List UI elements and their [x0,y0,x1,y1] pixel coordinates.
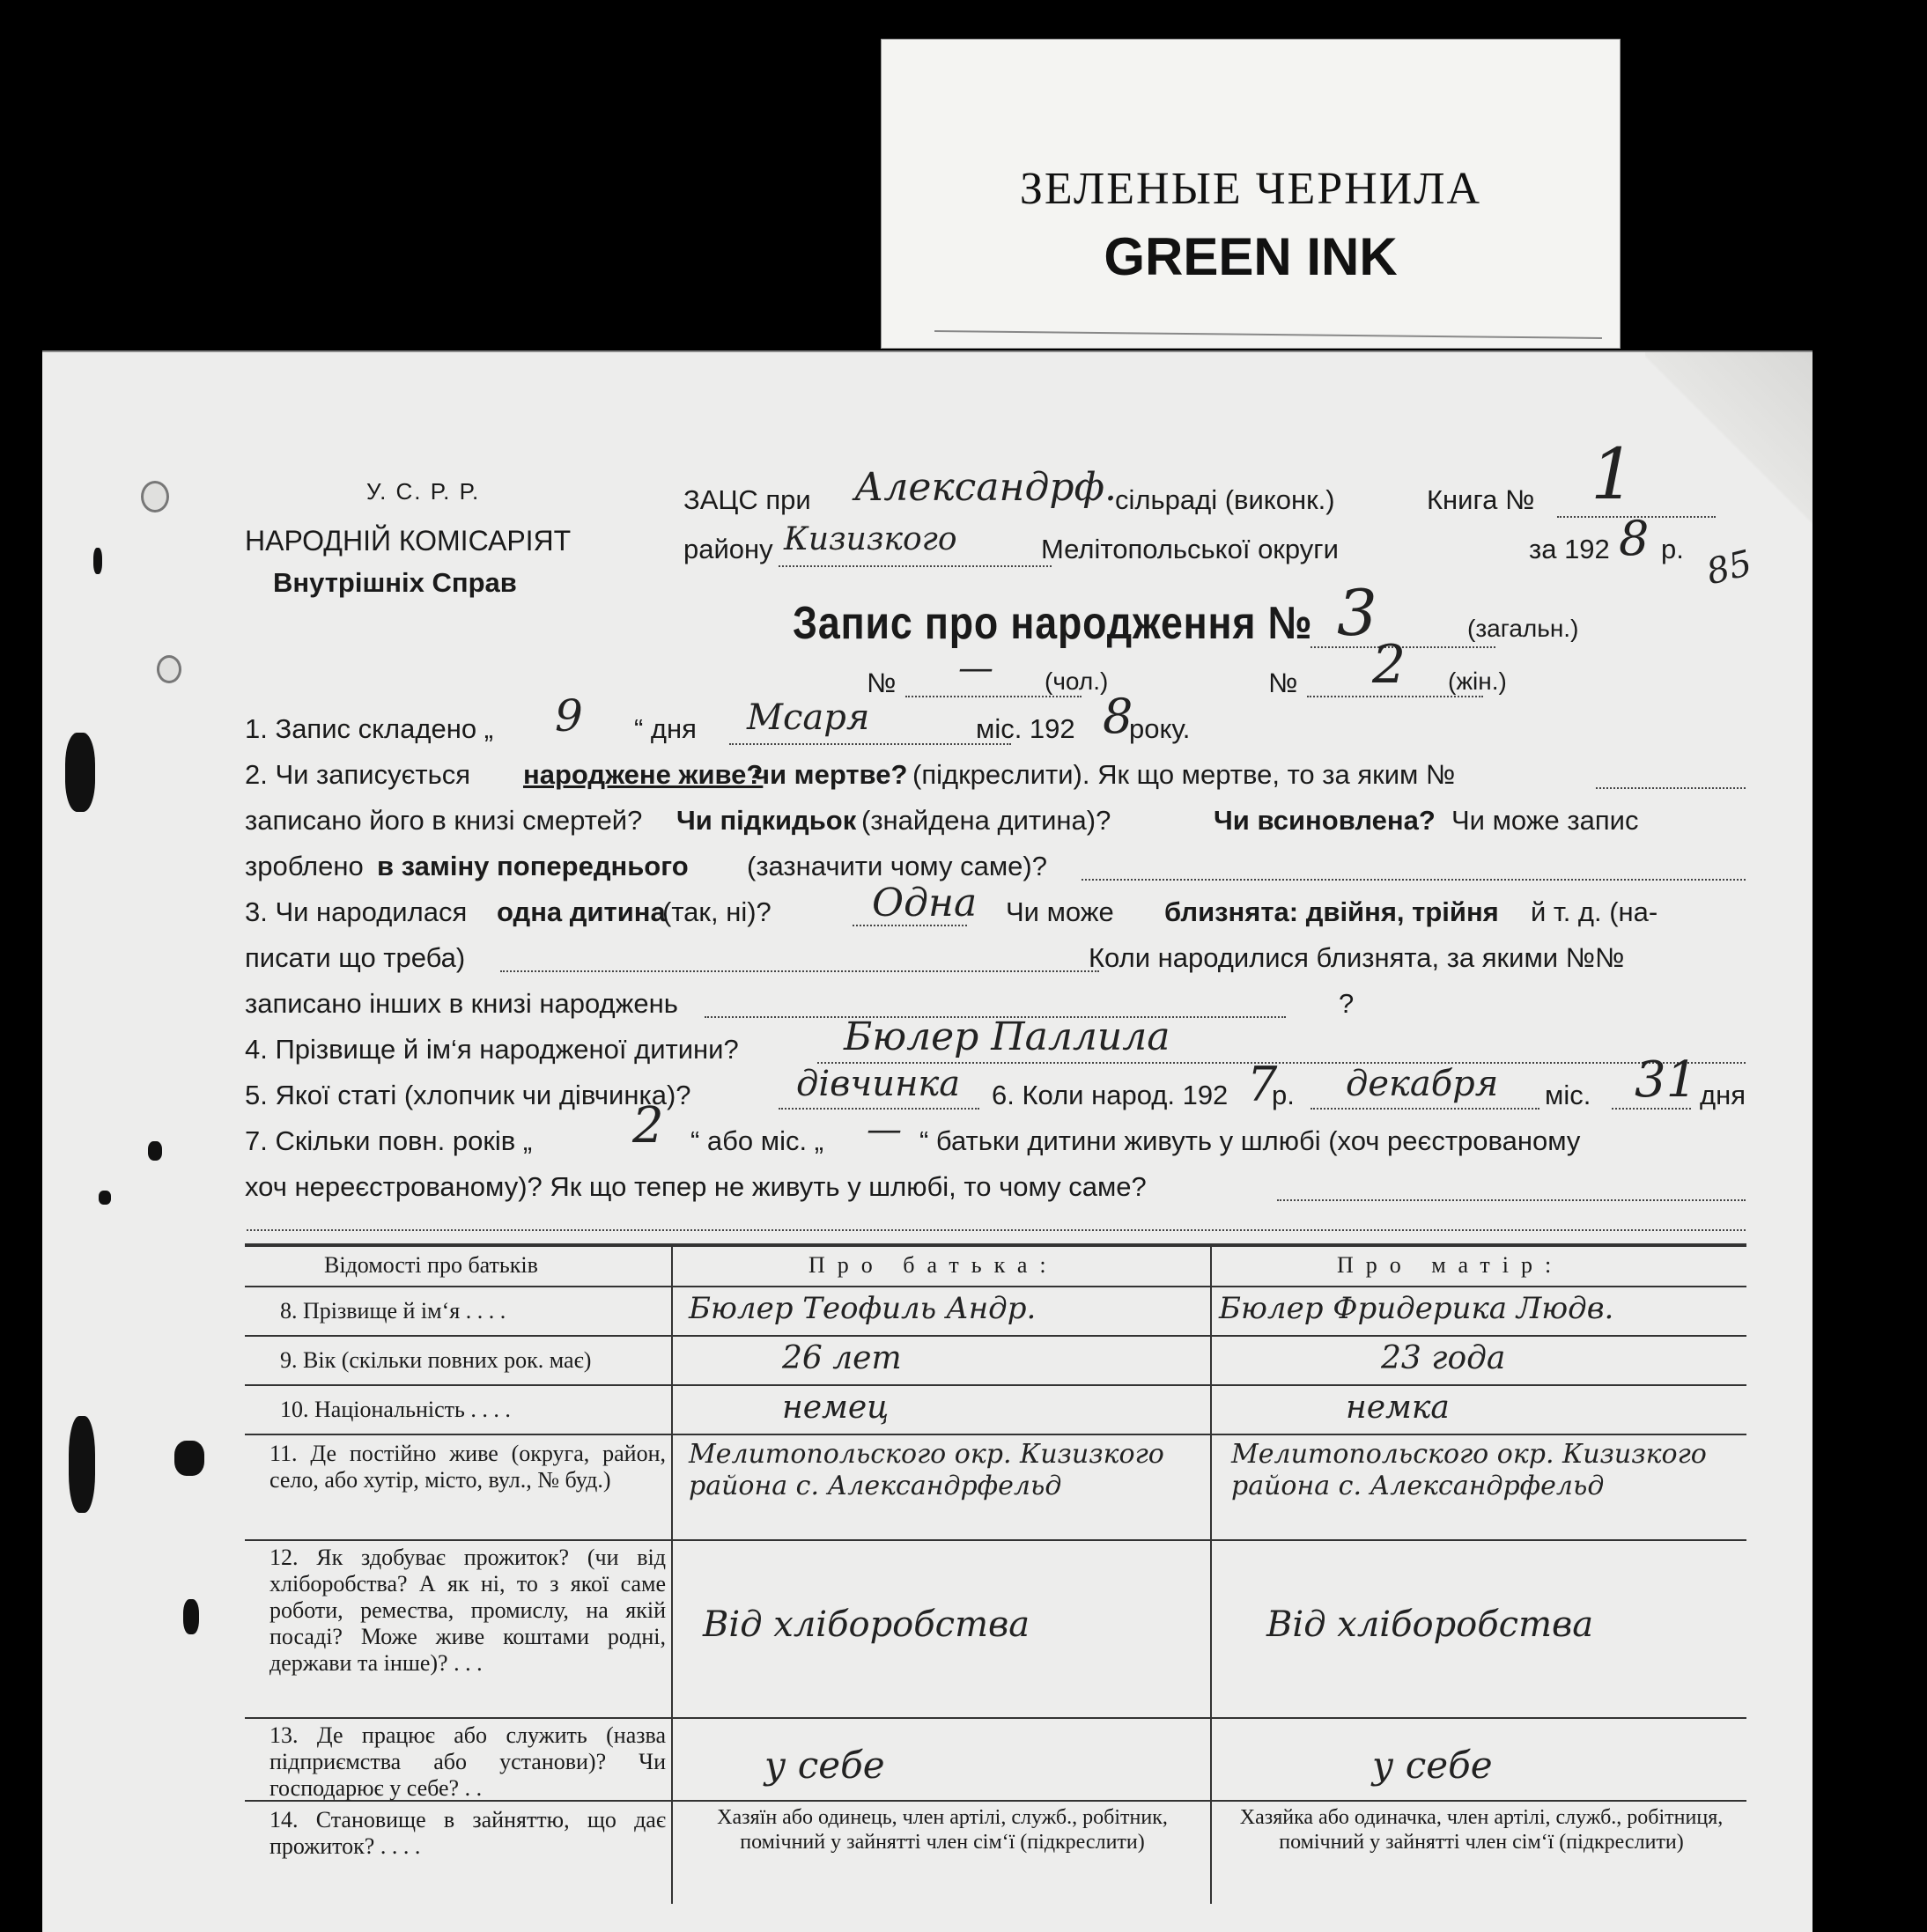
ink-blot [183,1599,199,1634]
record-title: Запис про народження № [793,598,1313,649]
q7-l1c: “ батьки дитини живуть у шлюбі (хоч реєстрованому [919,1125,1581,1156]
q3-l1e: близнята: двійня, трійня [1164,896,1499,927]
male-number-line [905,696,1082,697]
margin-note-handwritten: 85 [1702,542,1756,594]
q2-death-number-line [1596,787,1746,789]
q2-l2a: записано його в книзі смертей? [245,805,643,836]
q2-l1a: 2. Чи записується [245,759,471,790]
female-suffix: (жін.) [1448,667,1507,695]
q3-l3b: ? [1339,988,1355,1019]
record-number-handwritten: 3 [1337,576,1377,650]
ink-blot [174,1441,204,1476]
book-number-handwritten: 1 [1591,433,1635,515]
year-suffix: р. [1661,534,1684,564]
q6-month-line [1311,1108,1539,1110]
male-number-label: № [867,667,897,698]
q2-replacement-line [1082,879,1746,881]
q6-label-c: міс. [1545,1080,1591,1110]
q7-l1b: “ або міс. „ [690,1125,824,1156]
zags-suffix: сільраді (виконк.) [1115,484,1335,515]
table-row-rule [245,1717,1746,1719]
row8-father-handwritten: Бюлер Теофиль Андр. [689,1291,1037,1326]
okrug-label: Мелітопольської округи [1041,534,1339,564]
row13-label: 13. Де працює або служить (назва підприємства або установи)? Чи господарює у себе? . . [269,1722,666,1801]
q7-years-handwritten: 2 [632,1097,664,1154]
q2-l2e: Чи може запис [1451,805,1639,836]
q5-sex-handwritten: дівчинка [796,1064,961,1104]
general-label: (загальн.) [1467,615,1579,642]
q2-l2b: Чи підкидьок [676,805,857,836]
row11-father-handwritten: Мелитопольского окр. Кизизкого района с. Александрфельд [689,1439,1164,1501]
q7-l1a: 7. Скільки повн. років „ [245,1125,533,1156]
ink-label-en: GREEN INK [1104,227,1398,286]
row14-mother-options: Хазяйка або одиначка, член артілі, служб., робітниця, помічний у зайнятті член сім‘ї (підкреслити) [1239,1806,1724,1854]
row13-mother-handwritten: у себе [1372,1744,1493,1787]
ink-blot [93,548,102,574]
table-header-info: Відомості про батьків [324,1252,538,1278]
row10-mother-handwritten: немка [1346,1390,1450,1426]
q1-text-c: міс. 192 [976,713,1075,744]
row14-father-options: Хазяїн або одинець, член артілі, служб., робітник, помічний у зайнятті член сім‘ї (підкреслити) [717,1806,1168,1854]
row12-label: 12. Як здобуває прожиток? (чи від хліборобства? А як ні, то з якої саме роботи, ремества, промислу, на якій посаді? Може живе коштами родні, держави та інше)? . . . [269,1545,666,1676]
q6-year-handwritten: 7 [1247,1057,1278,1112]
parents-table [245,1243,1746,1904]
q1-text-a: 1. Запис складено „ [245,713,494,744]
table-row-rule [245,1384,1746,1386]
q2-l2d: Чи всиновлена? [1214,805,1436,836]
table-row-rule [245,1539,1746,1541]
table-row-rule [245,1434,1746,1435]
q7-reason-line [1277,1199,1746,1201]
district-prefix: району [683,534,773,564]
q1-month-handwritten: Мсаря [747,697,870,738]
row8-label: 8. Прізвище й ім‘я . . . . [280,1298,506,1324]
row9-father-handwritten: 26 лет [782,1340,902,1376]
q3-l3a: записано інших в книзі народжень [245,988,678,1019]
q7-l2: хоч нереєстрованому)? Як що тепер не живуть у шлюбі, то чому саме? [245,1171,1147,1202]
row12-mother-handwritten: Від хліборобства [1266,1604,1594,1645]
q3-l1c: (так, ні)? [662,896,772,927]
male-number-handwritten: — [958,648,993,689]
ink-blot [99,1191,111,1205]
ink-blot [65,733,95,812]
q2-l1d: (підкреслити). Як що мертве, то за яким № [912,759,1456,790]
q2-l2c: (знайдена дитина)? [861,805,1111,836]
table-col-rule [1210,1243,1212,1904]
row9-mother-handwritten: 23 года [1381,1340,1506,1376]
q3-twins-line [500,970,1099,972]
zags-village-handwritten: Александрф. [854,465,1117,510]
ink-blot [69,1416,95,1513]
punch-hole [141,481,169,512]
table-header-mother: Про матір: [1337,1252,1564,1278]
row11-mother-handwritten: Мелитопольского окр. Кизизкого района с. Александрфельд [1231,1439,1707,1501]
book-label: Книга № [1427,484,1535,515]
row12-father-handwritten: Від хліборобства [703,1604,1030,1645]
table-row-rule [245,1335,1746,1337]
q2-l1b: народжене живе? [523,759,764,790]
republic-label: У. С. Р. Р. [366,478,481,505]
q2-l3a: зроблено [245,851,364,881]
q6-day-handwritten: 31 [1635,1051,1698,1109]
female-number-label: № [1268,667,1298,698]
q1-text-d: року. [1129,713,1191,744]
q5-label: 5. Якої статі (хлопчик чи дівчинка)? [245,1080,691,1110]
q6-label-b: р. [1272,1080,1295,1110]
q2-l1c: чи мертве? [754,759,908,790]
q3-one-line [853,925,967,926]
row8-mother-handwritten: Бюлер Фридерика Людв. [1219,1291,1614,1326]
table-top-rule [245,1243,1746,1247]
year-prefix: за 192 [1529,534,1610,564]
q3-l1d: Чи може [1006,896,1114,927]
q3-l1b: одна дитина [497,896,666,927]
district-line [779,565,1052,567]
commissariat-line2: Внутрішніх Справ [273,567,517,598]
q3-l2a: писати що треба) [245,942,466,973]
q1-text-b: “ дня [634,713,697,744]
q3-l1f: й т. д. (на- [1531,896,1658,927]
q1-month-line [729,743,1011,745]
row11-label: 11. Де постійно живе (округа, район, село, або хутір, місто, вул., № буд.) [269,1441,666,1493]
q3-l1a: 3. Чи народилася [245,896,468,927]
birth-record-sheet [42,350,1813,1932]
row10-label: 10. Національність . . . . [280,1397,511,1422]
commissariat-line1: НАРОДНІЙ КОМІСАРІЯТ [245,525,572,557]
table-header-rule [245,1286,1746,1287]
district-handwritten: Кизизкого [784,521,957,557]
row13-father-handwritten: у себе [764,1744,885,1787]
row10-father-handwritten: немец [782,1390,890,1426]
ink-label-ru: ЗЕЛЕНЫЕ ЧЕРНИЛА [1019,164,1482,214]
q4-name-handwritten: Бюлер Паллила [844,1014,1170,1059]
q7-months-handwritten: — [867,1110,902,1150]
ink-blot [148,1141,162,1161]
q2-l3b: в заміну попереднього [377,851,689,881]
q6-day-line [1612,1108,1691,1110]
table-header-father: Про батька: [808,1252,1059,1278]
row14-label: 14. Становище в зайняттю, що дає прожиток? . . . . [269,1807,666,1859]
ink-label-rule [934,330,1602,339]
q2-l3c: (зазначити чому саме)? [747,851,1047,881]
punch-hole [157,655,181,683]
q6-label-d: дня [1700,1080,1746,1110]
q4-label: 4. Прізвище й ім‘я народженої дитини? [245,1034,739,1065]
q3-one-handwritten: Одна [872,881,978,925]
female-number-handwritten: 2 [1372,634,1406,696]
ink-label-card [881,39,1621,349]
female-number-line [1307,696,1483,697]
row9-label: 9. Вік (скільки повних рок. має) [280,1347,592,1373]
table-col-rule [671,1243,673,1904]
q3-l2b: Коли народилися близнята, за якими №№ [1089,942,1625,973]
zags-prefix: ЗАЦС при [683,484,811,515]
male-suffix: (чол.) [1045,667,1109,695]
q6-label-a: 6. Коли народ. 192 [992,1080,1229,1110]
q6-month-handwritten: декабря [1346,1064,1499,1104]
q1-day-handwritten: 9 [555,690,583,741]
q7-extra-line [247,1229,1746,1231]
year-handwritten: 8 [1619,511,1650,566]
q1-year-handwritten: 8 [1103,689,1133,744]
